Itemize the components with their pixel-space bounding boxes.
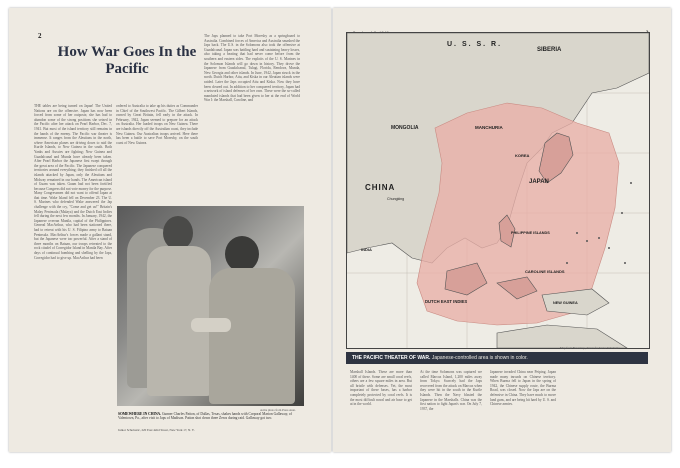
map-label-korea: KOREA [515,153,530,158]
column-1-text: THE tables are being turned on Japan! The United Nations are on the offensive. Japan has now been forced from some of her outposts; she has had to abandon some of the strong positions she seized in the Pacific after her attack on Pearl Harbor, Dec. 7, 1941. But most of the island territory still remains in the hands of the enemy. The Pacific war theater is immense. It ranges from the Aleutians in the north, where American planes are driving down to raid the Kurile Islands, to New Guinea in the south. Both Yanks and Aussies are fighting; New Guinea and Guadalcanal and Munda have already been taken. After Pearl Harbor the Japanese first swept through the great area of the Pacific. The Japanese conquered territories around everything; they finished off all the islands attacked by Japan, only the Aleutians and Midway remained in our hands. The American island of Guam was taken. Guam had not been fortified because Congress did not vote money for the purpose. Many Congressmen did not want to offend Japan at that time. Wake Island fell on December 23. The U. S. Marines who defended Wake answered the Jap challenge with the cry, "Come and get us!" Britain's Malay Peninsula (Malaya) and the Dutch East Indies fell during the next few months. In January, 1942, the Japanese overran Manila, capital of the Philippines. General MacArthur, who had been stationed there, had to retreat with his U. S. Filipino army to Bataan Peninsula. MacArthur's forces made a gallant stand, but the Japanese were too powerful. After a stand of three months on Bataan, our troops retreated to the rock citadel of Corregidor Island in Manila Bay. After days of continual bombing and shelling by the Japs, Corregidor had to give up. MacArthur had been [34,104,112,260]
right-column-1 [350,370,412,442]
map-label-mongolia: MONGOLIA [391,125,419,131]
soldiers-photo [117,206,304,406]
map-label-india: INDIA [361,247,372,252]
photo-credit: Acme photo from Press Assn. [260,408,296,412]
map-label-new-guinea: NEW GUINEA [553,301,578,305]
map-caption-text: Japanese-controlled area is shown in color. [431,355,528,361]
photo-caption [118,412,306,421]
right-column-3 [490,370,556,442]
caption-title: SOMEWHERE IN CHINA. [118,412,162,416]
photo-handshake [191,318,231,332]
photo-soldier-right-body [209,268,295,404]
publisher-footer: Junior Scholastic, 220 East 42nd Street, New York 17, N. Y. [118,428,195,432]
map-caption-bar [346,352,648,364]
column-2-text: ordered to Australia to take up his duties as Commander in Chief of the Southwest Pacific. The Gilbert Islands, owned by Great Britain, fell early in the attack. In February, 1942, Japan seemed to prepare for an attack on Australia. Her loaded troops on New Guinea. There are islands directly off the Australian coast, they include New Guinea. Our Australian troops arrived. Here there has been a battle to save Port Moresby, on the south coast of New Guinea. [116,104,198,145]
map-caption-title: THE PACIFIC THEATER OF WAR. [352,355,431,361]
map-label-siberia: SIBERIA [537,47,562,53]
article-column-3 [204,34,300,198]
map-label-ussr: U. S. S. R. [447,41,503,48]
map-label-caroline-islands: CAROLINE ISLANDS [525,269,565,274]
right-column-3-text: Japanese invaded China near Peiping. Japan made many inroads on Chinese territory. When Burma fell to Japan in the spring of 1942, the Chinese supply route, the Burma Road, was closed. Now the Japs are on the defensive in China. They have much to move land guns, and are being hit hard by U. S. and Chinese armies. [490,370,556,407]
photo-soldier-left-head [163,216,193,250]
article-column-1 [34,104,112,370]
map-label-chungking: Chungking [387,197,405,201]
pacific-theater-map [346,32,650,349]
article-headline: How War Goes In the Pacific [57,44,197,77]
map-label-manchuria: MANCHURIA [475,125,503,130]
map-label-china: CHINA [365,183,396,192]
caption-text: Gunner Charles Patton, of Dallas, Texas, shakes hands with Corporal Marion Gallaway, of Valentown, Pa., after visit to Japs of Madison. Patton shot down three Zeros during raid. Gallaway got two. [118,412,292,421]
right-column-2 [420,370,482,442]
column-3-text: The Japs planned to take Port Moresby as a springboard to Australia. Combined forces of America and Australia smashed the Japs back. The U.S. in the Solomons also took the offensive at Guadalcanal. Japan was battling hard and sustaining heavy losses, also taking a beating that had never come before from the southern and eastern sides. The exploits of the U. S. Marines in the Solomon Islands will go down in history. They drove the Japanese from Guadalcanal, Tulagi, Florida, Rendova, Munda, New Georgia and other islands. In June, 1942, Japan struck in the north. Dutch Harbor, Attu, and Kiska in our Aleutian islands were raided. Later the Japs occupied Attu and Kiska. Now they have been cleared out. In addition to her conquered territory, Japan had a network of island defenses of her own. These were the so-called mandated islands that had been given to her at the end of World War I: the Marshall, Caroline, and [204,34,300,103]
right-column-2-text: At the time Solomons was captured we called Marcus Island, 1,200 miles away from Tokyo. Scarcely had the Japs recovered from the attack on Marcus when they were hit in the south in the Kurile Islands. Then the Navy blasted the Japanese in the Marshalls. China was the first nation to fight Japan's war. On July 7, 1937, the [420,370,482,411]
map-label-philippine-islands: PHILIPPINE ISLANDS [511,231,550,235]
map-label-dutch-east-indies: DUTCH EAST INDIES [425,299,468,304]
page-number-left: 2 [38,32,42,40]
right-column-1-text: Marshall Islands. These are more than 1400 of these. Some are small coral reefs, others are a few square miles in area. But all bristle with defenses. Yet, the most important of these bases, has a harbor completely protected by coral reefs. It is the most difficult naval and air base to get at in the world. [350,370,412,407]
map-label-japan: JAPAN [529,179,549,185]
photo-soldier-right-head [225,236,259,272]
article-column-2 [116,104,198,200]
map-credit: Map from Newsmap, drawn for Junior Scholastic [560,346,620,350]
